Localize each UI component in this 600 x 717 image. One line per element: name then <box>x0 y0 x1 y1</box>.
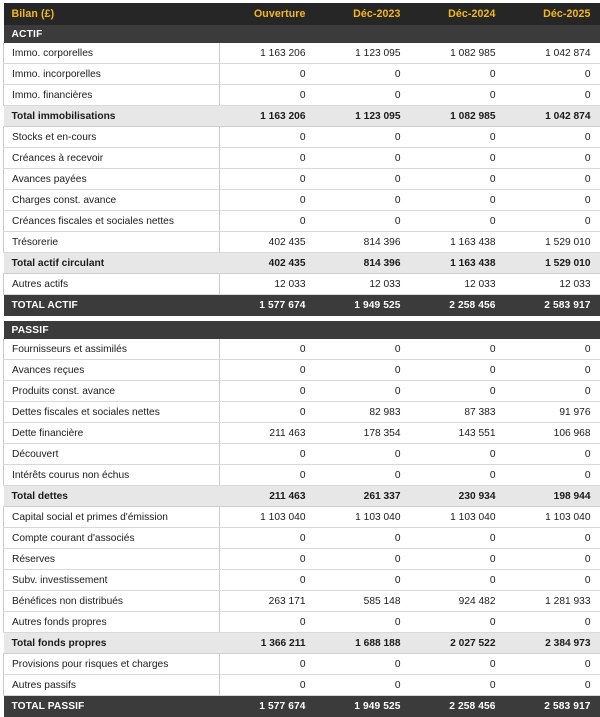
row-label: TOTAL PASSIF <box>4 696 220 717</box>
row-label: Provisions pour risques et charges <box>4 654 220 675</box>
row-value: 230 934 <box>410 486 505 507</box>
row-label: Autres actifs <box>4 274 220 295</box>
row-label: Réserves <box>4 549 220 570</box>
table-row <box>4 549 600 570</box>
row-value: 0 <box>505 85 600 106</box>
row-value: 1 163 438 <box>410 232 505 253</box>
row-value: 143 551 <box>410 423 505 444</box>
row-value: 0 <box>220 127 315 148</box>
row-value: 1 123 095 <box>315 43 410 64</box>
row-value: 0 <box>220 85 315 106</box>
section-title: ACTIF <box>4 25 600 43</box>
row-value: 0 <box>315 148 410 169</box>
row-value: 0 <box>220 211 315 232</box>
row-value: 0 <box>505 549 600 570</box>
row-value: 0 <box>220 612 315 633</box>
row-value: 211 463 <box>220 423 315 444</box>
section-header-row <box>4 25 600 43</box>
row-value: 1 949 525 <box>315 295 410 317</box>
row-value: 2 258 456 <box>410 696 505 717</box>
row-label: Total actif circulant <box>4 253 220 274</box>
table-subtotal-row <box>4 633 600 654</box>
row-value: 0 <box>410 339 505 360</box>
row-value: 1 163 206 <box>220 43 315 64</box>
row-value: 0 <box>220 381 315 402</box>
table-row <box>4 43 600 64</box>
row-value: 0 <box>505 528 600 549</box>
row-value: 0 <box>410 465 505 486</box>
row-label: Immo. incorporelles <box>4 64 220 85</box>
row-label: Total dettes <box>4 486 220 507</box>
table-row <box>4 339 600 360</box>
row-value: 585 148 <box>315 591 410 612</box>
table-row <box>4 274 600 295</box>
table-row <box>4 423 600 444</box>
row-value: 12 033 <box>410 274 505 295</box>
table-row <box>4 169 600 190</box>
row-value: 82 983 <box>315 402 410 423</box>
table-total-row <box>4 295 600 317</box>
row-value: 0 <box>220 570 315 591</box>
row-value: 1 163 438 <box>410 253 505 274</box>
row-label: Découvert <box>4 444 220 465</box>
row-value: 2 027 522 <box>410 633 505 654</box>
row-value: 2 384 973 <box>505 633 600 654</box>
table-row <box>4 232 600 253</box>
row-value: 0 <box>410 85 505 106</box>
row-value: 0 <box>410 549 505 570</box>
row-value: 0 <box>315 444 410 465</box>
row-value: 1 577 674 <box>220 696 315 717</box>
row-value: 0 <box>220 675 315 696</box>
table-row <box>4 381 600 402</box>
row-label: Avances payées <box>4 169 220 190</box>
row-label: Dette financière <box>4 423 220 444</box>
row-label: Immo. financières <box>4 85 220 106</box>
table-row <box>4 654 600 675</box>
row-value: 0 <box>410 444 505 465</box>
column-header-dec-2024[interactable]: Déc-2024 <box>410 3 505 25</box>
row-value: 0 <box>315 127 410 148</box>
row-value: 0 <box>220 64 315 85</box>
table-header <box>4 3 600 25</box>
row-value: 0 <box>315 570 410 591</box>
row-value: 0 <box>315 381 410 402</box>
row-value: 0 <box>220 465 315 486</box>
row-label: Subv. investissement <box>4 570 220 591</box>
row-label: Autres passifs <box>4 675 220 696</box>
table-row <box>4 675 600 696</box>
row-value: 0 <box>505 465 600 486</box>
row-value: 2 583 917 <box>505 696 600 717</box>
row-label: Bénéfices non distribués <box>4 591 220 612</box>
row-value: 0 <box>315 654 410 675</box>
row-value: 0 <box>410 570 505 591</box>
row-value: 0 <box>315 85 410 106</box>
row-label: Immo. corporelles <box>4 43 220 64</box>
row-value: 1 577 674 <box>220 295 315 317</box>
table-body <box>4 25 600 717</box>
row-value: 0 <box>410 169 505 190</box>
row-value: 2 583 917 <box>505 295 600 317</box>
row-value: 0 <box>315 612 410 633</box>
row-label: Fournisseurs et assimilés <box>4 339 220 360</box>
table-subtotal-row <box>4 253 600 274</box>
table-row <box>4 570 600 591</box>
row-value: 1 529 010 <box>505 253 600 274</box>
row-value: 0 <box>505 127 600 148</box>
section-header-row <box>4 321 600 339</box>
row-value: 402 435 <box>220 253 315 274</box>
row-value: 0 <box>505 339 600 360</box>
row-label: Créances fiscales et sociales nettes <box>4 211 220 232</box>
row-value: 1 082 985 <box>410 106 505 127</box>
column-header-dec-2023[interactable]: Déc-2023 <box>315 3 410 25</box>
row-label: Dettes fiscales et sociales nettes <box>4 402 220 423</box>
row-label: Créances à recevoir <box>4 148 220 169</box>
row-value: 87 383 <box>410 402 505 423</box>
row-value: 0 <box>410 612 505 633</box>
row-value: 0 <box>315 675 410 696</box>
row-value: 0 <box>410 190 505 211</box>
row-label: Trésorerie <box>4 232 220 253</box>
row-value: 1 042 874 <box>505 43 600 64</box>
row-value: 0 <box>505 64 600 85</box>
row-value: 261 337 <box>315 486 410 507</box>
table-total-row <box>4 696 600 717</box>
row-label: Charges const. avance <box>4 190 220 211</box>
row-value: 0 <box>315 465 410 486</box>
table-row <box>4 211 600 232</box>
row-value: 924 482 <box>410 591 505 612</box>
row-value: 0 <box>505 444 600 465</box>
table-row <box>4 465 600 486</box>
row-label: Autres fonds propres <box>4 612 220 633</box>
row-value: 0 <box>315 211 410 232</box>
row-value: 1 082 985 <box>410 43 505 64</box>
row-value: 0 <box>315 360 410 381</box>
row-value: 0 <box>315 528 410 549</box>
row-value: 0 <box>505 570 600 591</box>
row-value: 0 <box>505 360 600 381</box>
row-label: Avances reçues <box>4 360 220 381</box>
row-value: 0 <box>315 339 410 360</box>
table-row <box>4 85 600 106</box>
row-label: TOTAL ACTIF <box>4 295 220 317</box>
row-value: 1 281 933 <box>505 591 600 612</box>
table-row <box>4 64 600 85</box>
table-row <box>4 612 600 633</box>
row-value: 198 944 <box>505 486 600 507</box>
section-title: PASSIF <box>4 321 600 339</box>
row-value: 12 033 <box>505 274 600 295</box>
row-value: 0 <box>220 402 315 423</box>
row-value: 0 <box>505 381 600 402</box>
row-value: 0 <box>220 528 315 549</box>
row-value: 178 354 <box>315 423 410 444</box>
row-value: 0 <box>220 169 315 190</box>
row-value: 1 529 010 <box>505 232 600 253</box>
row-value: 1 163 206 <box>220 106 315 127</box>
row-value: 402 435 <box>220 232 315 253</box>
row-label: Total fonds propres <box>4 633 220 654</box>
row-value: 1 949 525 <box>315 696 410 717</box>
row-value: 0 <box>410 675 505 696</box>
row-value: 1 688 188 <box>315 633 410 654</box>
row-value: 0 <box>505 148 600 169</box>
row-value: 0 <box>315 190 410 211</box>
column-header-ouverture[interactable]: Ouverture <box>220 3 315 25</box>
row-value: 1 366 211 <box>220 633 315 654</box>
column-header-label: Bilan (£) <box>4 3 220 25</box>
row-value: 0 <box>220 549 315 570</box>
row-label: Produits const. avance <box>4 381 220 402</box>
table-row <box>4 360 600 381</box>
table-row <box>4 528 600 549</box>
table-row <box>4 190 600 211</box>
table-subtotal-row <box>4 106 600 127</box>
table-row <box>4 148 600 169</box>
row-value: 0 <box>410 360 505 381</box>
row-value: 0 <box>220 654 315 675</box>
row-value: 1 103 040 <box>410 507 505 528</box>
row-value: 0 <box>220 339 315 360</box>
table-header-row <box>4 3 600 25</box>
row-value: 91 976 <box>505 402 600 423</box>
row-value: 0 <box>410 381 505 402</box>
table-row <box>4 444 600 465</box>
row-value: 0 <box>505 612 600 633</box>
balance-sheet-table <box>3 3 600 717</box>
row-label: Compte courant d'associés <box>4 528 220 549</box>
row-value: 814 396 <box>315 253 410 274</box>
row-value: 0 <box>315 64 410 85</box>
row-value: 0 <box>410 528 505 549</box>
row-value: 0 <box>410 654 505 675</box>
row-value: 1 123 095 <box>315 106 410 127</box>
row-value: 814 396 <box>315 232 410 253</box>
row-value: 106 968 <box>505 423 600 444</box>
column-header-dec-2025[interactable]: Déc-2025 <box>505 3 600 25</box>
row-label: Total immobilisations <box>4 106 220 127</box>
row-value: 0 <box>505 675 600 696</box>
row-value: 0 <box>410 127 505 148</box>
row-value: 1 103 040 <box>315 507 410 528</box>
row-value: 0 <box>220 444 315 465</box>
row-value: 0 <box>220 190 315 211</box>
row-value: 0 <box>315 549 410 570</box>
row-value: 0 <box>220 148 315 169</box>
row-label: Stocks et en-cours <box>4 127 220 148</box>
row-value: 211 463 <box>220 486 315 507</box>
row-value: 1 042 874 <box>505 106 600 127</box>
row-value: 0 <box>505 190 600 211</box>
table-row <box>4 127 600 148</box>
table-subtotal-row <box>4 486 600 507</box>
row-value: 12 033 <box>220 274 315 295</box>
row-label: Capital social et primes d'émission <box>4 507 220 528</box>
row-value: 2 258 456 <box>410 295 505 317</box>
row-value: 0 <box>315 169 410 190</box>
row-value: 0 <box>410 211 505 232</box>
row-value: 12 033 <box>315 274 410 295</box>
row-value: 0 <box>410 64 505 85</box>
row-value: 263 171 <box>220 591 315 612</box>
row-value: 1 103 040 <box>505 507 600 528</box>
row-label: Intérêts courus non échus <box>4 465 220 486</box>
table-row <box>4 402 600 423</box>
row-value: 0 <box>220 360 315 381</box>
row-value: 1 103 040 <box>220 507 315 528</box>
table-row <box>4 507 600 528</box>
row-value: 0 <box>505 169 600 190</box>
row-value: 0 <box>410 148 505 169</box>
row-value: 0 <box>505 654 600 675</box>
row-value: 0 <box>505 211 600 232</box>
